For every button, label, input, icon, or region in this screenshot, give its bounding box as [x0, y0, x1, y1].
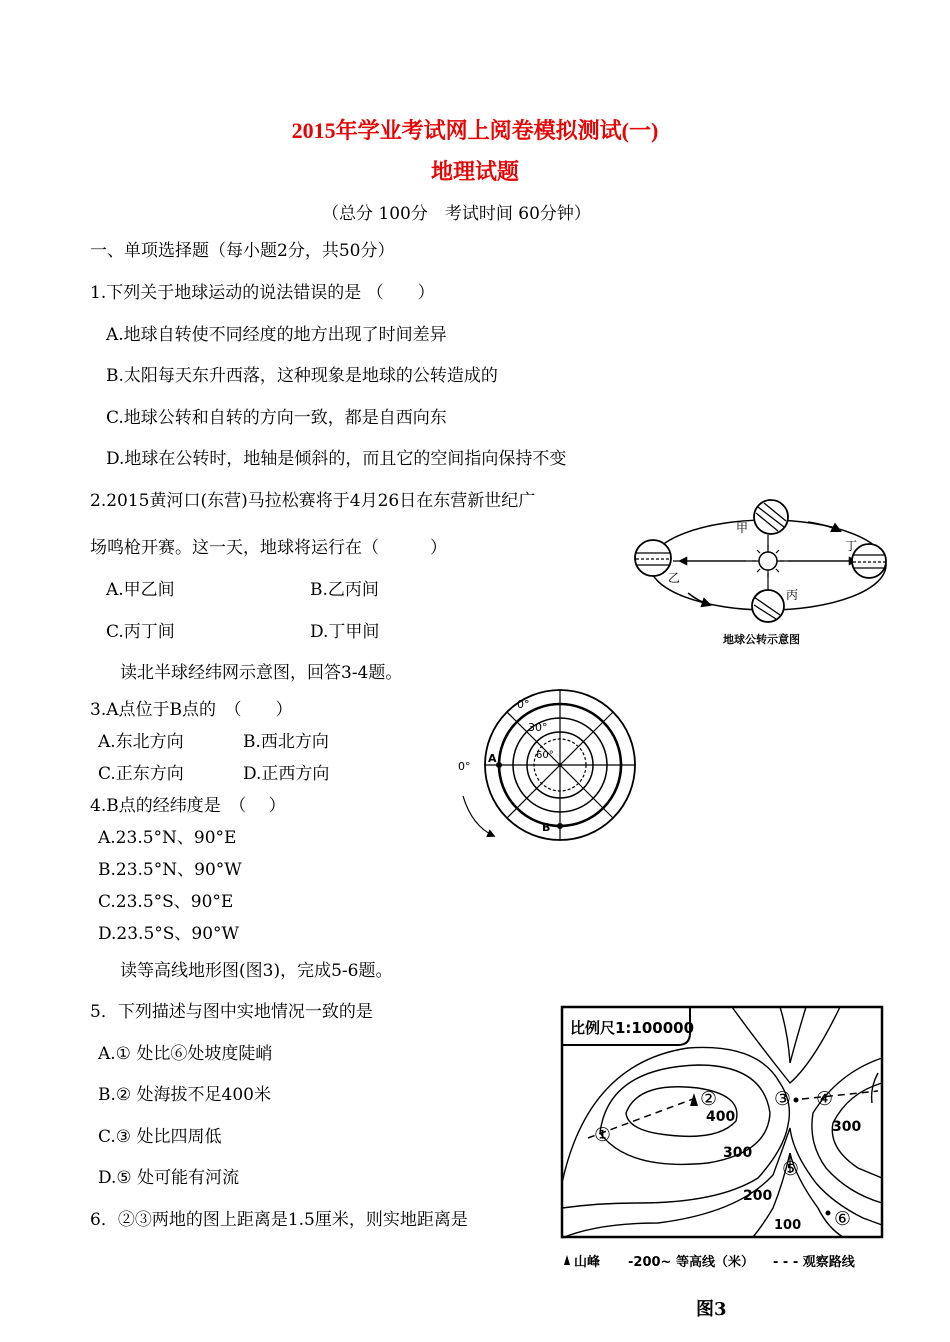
- q2-option-b: B.乙丙间: [310, 580, 379, 600]
- q5-option-a: A.① 处比⑥处坡度陡峭: [98, 1044, 273, 1064]
- read-prompt-5-6: 读等高线地形图(图3)，完成5-6题。: [120, 961, 393, 981]
- contour-label-300-right: 300: [832, 1119, 862, 1135]
- figure-3-caption: 图3: [696, 1299, 727, 1320]
- q6-stem: 6．②③两地的图上距离是1.5厘米，则实地距离是: [90, 1210, 468, 1230]
- orbit-label-jia: 甲: [736, 521, 749, 535]
- latlon-grid-figure: [450, 688, 650, 853]
- label-lat30: 30°: [528, 721, 548, 734]
- map-point-3: ③: [774, 1088, 792, 1110]
- contour-label-400: 400: [706, 1109, 736, 1125]
- q3-option-a: A.东北方向: [98, 732, 184, 752]
- q1-option-d: D.地球在公转时，地轴是倾斜的，而且它的空间指向保持不变: [106, 449, 567, 469]
- q2-option-d: D.丁甲间: [310, 622, 380, 642]
- orbit-arrow-icon: [808, 522, 840, 531]
- q4-option-b: B.23.5°N、90°W: [98, 860, 242, 880]
- scale-label: 比例尺1:100000: [570, 1019, 695, 1037]
- rotation-arrow-icon: [463, 796, 494, 836]
- q2-option-a: A.甲乙间: [106, 580, 175, 600]
- q1-stem: 1.下列关于地球运动的说法错误的是 （ ）: [90, 283, 435, 303]
- earth-ding-icon: [852, 544, 886, 578]
- q3-option-b: B.西北方向: [243, 732, 329, 752]
- label-lon0-top: 0°: [517, 698, 530, 711]
- orbit-label-ding: 丁: [845, 539, 858, 553]
- q5-option-b: B.② 处海拔不足400米: [98, 1085, 271, 1105]
- earth-orbit-figure: [628, 495, 898, 650]
- label-lat60: 60°: [536, 750, 554, 761]
- exam-info: （总分 100分 考试时间 60分钟）: [322, 204, 591, 224]
- point-a-marker: [496, 762, 502, 768]
- orbit-label-bing: 丙: [786, 588, 799, 602]
- orbit-label-yi: 乙: [668, 571, 681, 585]
- label-lon0-left: 0°: [458, 760, 471, 773]
- q2-stem-line2: 场鸣枪开赛。这一天，地球将运行在（ ）: [90, 538, 447, 558]
- label-point-b: B: [542, 821, 551, 834]
- map-point-5: ⑤: [782, 1158, 800, 1180]
- q5-option-d: D.⑤ 处可能有河流: [98, 1168, 240, 1188]
- q1-option-b: B.太阳每天东升西落，这种现象是地球的公转造成的: [106, 366, 498, 386]
- q3-stem: 3.A点位于B点的 （ ）: [90, 700, 293, 720]
- q3-option-d: D.正西方向: [243, 764, 330, 784]
- q5-option-c: C.③ 处比四周低: [98, 1127, 222, 1147]
- q4-stem: 4.B点的经纬度是 （ ）: [90, 796, 286, 816]
- section-heading: 一、单项选择题（每小题2分，共50分）: [90, 241, 395, 261]
- contour-map-figure: [558, 1003, 888, 1275]
- earth-bing-icon: [752, 590, 784, 622]
- q2-option-c: C.丙丁间: [106, 622, 175, 642]
- q4-option-c: C.23.5°S、90°E: [98, 892, 234, 912]
- orbit-caption: 地球公转示意图: [723, 633, 800, 646]
- map-point-1: ①: [594, 1124, 612, 1146]
- q1-option-a: A.地球自转使不同经度的地方出现了时间差异: [106, 325, 447, 345]
- legend-route: - - - 观察路线: [773, 1255, 855, 1270]
- page-title: 2015年学业考试网上阅卷模拟测试(一): [291, 118, 659, 143]
- legend-peak: 山峰: [574, 1255, 601, 1270]
- earth-yi-icon: [635, 540, 671, 576]
- q4-option-a: A.23.5°N、90°E: [98, 828, 237, 848]
- q1-option-c: C.地球公转和自转的方向一致，都是自西向东: [106, 408, 447, 428]
- q4-option-d: D.23.5°S、90°W: [98, 924, 240, 944]
- legend-contour: -200~ 等高线（米）: [628, 1255, 754, 1270]
- earth-jia-icon: [754, 500, 788, 534]
- label-point-a: A: [488, 752, 497, 765]
- page-subtitle: 地理试题: [430, 159, 519, 184]
- legend-peak-icon: [564, 1255, 570, 1265]
- contour-label-200: 200: [743, 1188, 773, 1204]
- map-point-2: ②: [700, 1088, 718, 1110]
- contour-label-100: 100: [774, 1218, 802, 1233]
- q5-stem: 5．下列描述与图中实地情况一致的是: [90, 1002, 373, 1022]
- q2-stem-line1: 2.2015黄河口(东营)马拉松赛将于4月26日在东营新世纪广: [90, 491, 536, 511]
- contour-label-300-left: 300: [723, 1145, 753, 1161]
- q3-option-c: C.正东方向: [98, 764, 184, 784]
- map-point-6: ⑥: [834, 1208, 852, 1230]
- point-b-marker: [557, 823, 563, 829]
- map-point-4: ④: [816, 1088, 834, 1110]
- read-prompt-3-4: 读北半球经纬网示意图，回答3-4题。: [120, 663, 403, 683]
